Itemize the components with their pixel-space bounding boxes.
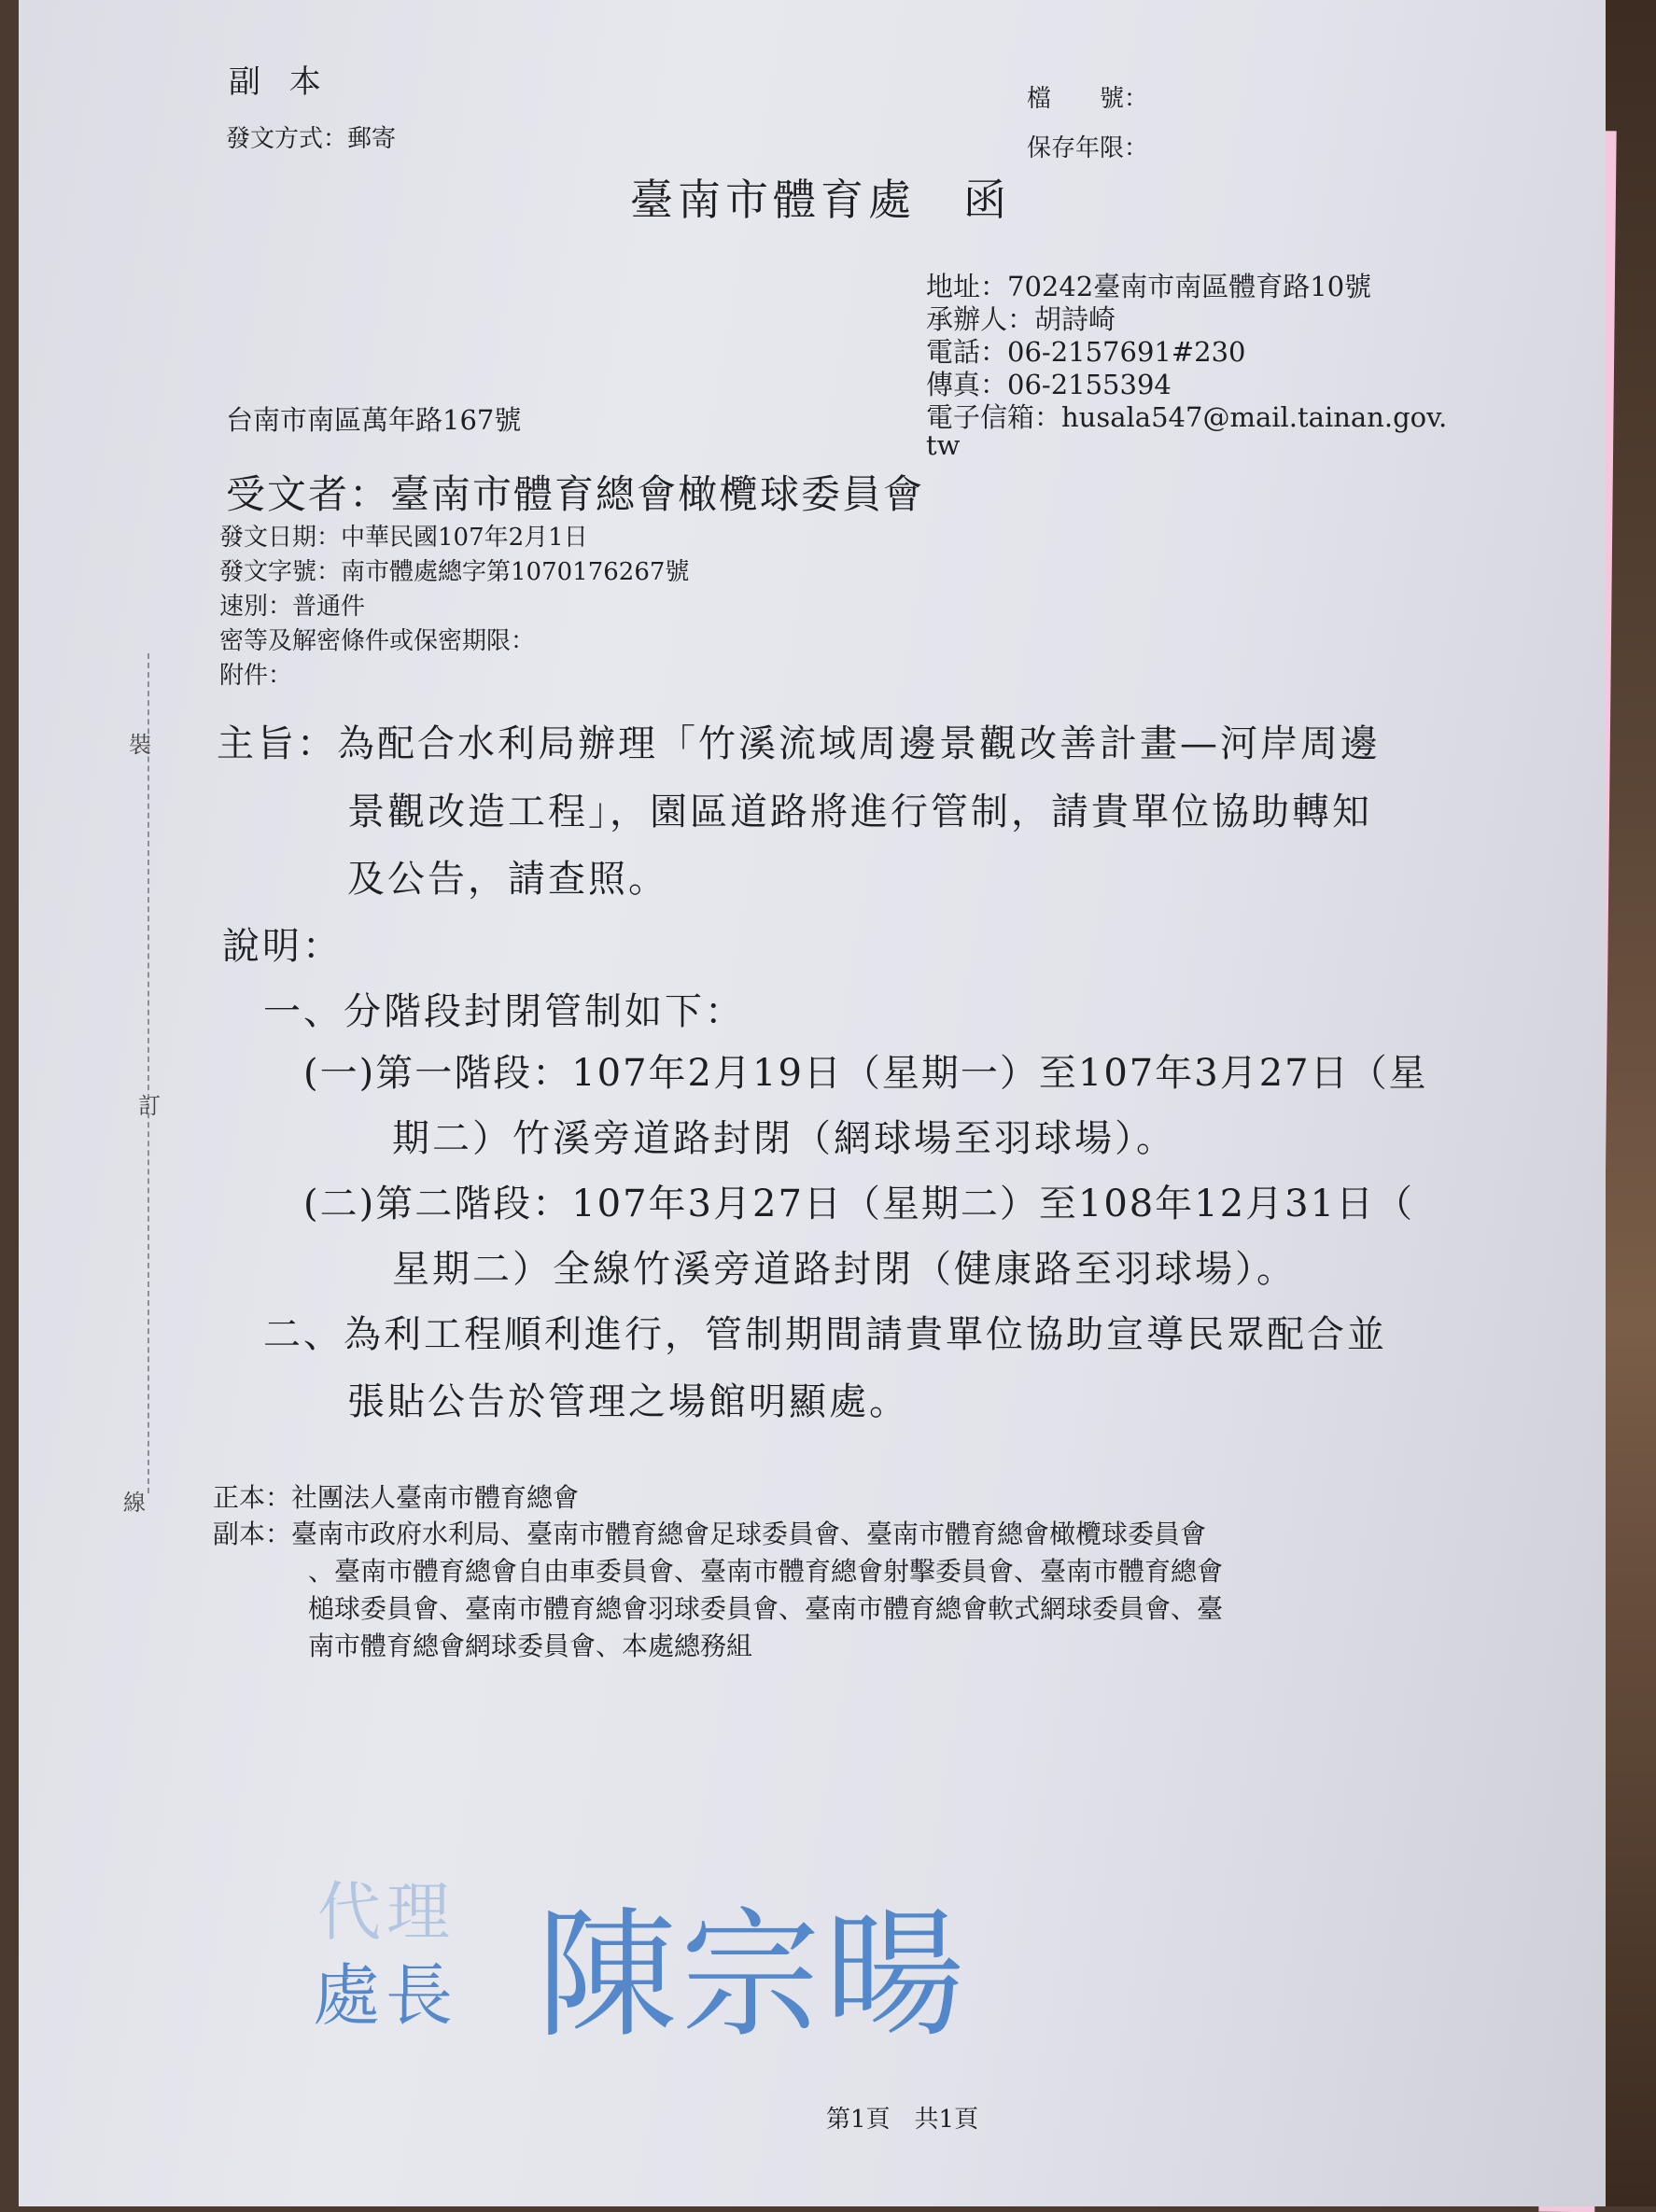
signature-name: 陳宗暘 — [537, 1895, 969, 2057]
sender-contact: 承辦人：胡詩崎 — [926, 303, 1116, 335]
explanation-subitem: (一)第一階段：107年2月19日（星期一）至107年3月27日（星 — [303, 1052, 1428, 1095]
subject-line: 景觀改造工程」，園區道路將進行管制，請貴單位協助轉知 — [347, 791, 1372, 833]
copy-recipients: 槌球委員會、臺南市體育總會羽球委員會、臺南市體育總會軟式網球委員會、臺 — [308, 1593, 1224, 1624]
signature-acting: 代理 — [317, 1876, 456, 1950]
issue-date: 發文日期：中華民國107年2月1日 — [219, 524, 588, 552]
document-number: 發文字號：南市體處總字第1070176267號 — [219, 558, 690, 586]
explanation-subitem: 星期二）全線竹溪旁道路封閉（健康路至羽球場）。 — [392, 1248, 1297, 1291]
document-title: 臺南市體育處 函 — [630, 175, 1011, 225]
document-page — [19, 0, 1606, 2206]
delivery-speed: 速別：普通件 — [219, 593, 366, 621]
sender-fax: 傳真：06-2155394 — [926, 369, 1172, 400]
explanation-item: 一、分階段封閉管制如下： — [263, 990, 745, 1033]
binding-line — [147, 653, 149, 1493]
copy-recipients: 副本：臺南市政府水利局、臺南市體育總會足球委員會、臺南市體育總會橄欖球委員會 — [213, 1519, 1207, 1549]
signature-title: 處長 — [313, 1956, 459, 2035]
original-recipient: 正本：社團法人臺南市體育總會 — [213, 1482, 580, 1513]
explanation-heading: 說明： — [222, 925, 343, 968]
subject-line: 及公告，請查照。 — [347, 858, 668, 901]
binding-mark: 線 — [123, 1490, 146, 1516]
copy-mark: 副 本 — [229, 63, 330, 101]
binding-mark: 訂 — [138, 1093, 161, 1119]
attachment-label: 附件： — [219, 662, 293, 690]
file-number-label: 檔 號： — [1027, 85, 1149, 113]
explanation-item: 張貼公告於管理之場館明顯處。 — [347, 1380, 909, 1423]
explanation-subitem: 期二）竹溪旁道路封閉（網球場至羽球場）。 — [392, 1117, 1176, 1160]
subject-line: 主旨：為配合水利局辦理「竹溪流域周邊景觀改善計畫—河岸周邊 — [217, 722, 1381, 765]
explanation-item: 二、為利工程順利進行，管制期間請貴單位協助宣導民眾配合並 — [263, 1313, 1387, 1356]
sender-email-cont: tw — [926, 429, 961, 461]
sender-email: 電子信箱：husala547@mail.tainan.gov. — [926, 401, 1448, 433]
sender-phone: 電話：06-2157691#230 — [926, 336, 1246, 368]
page-number: 第1頁 共1頁 — [826, 2106, 979, 2134]
retention-label: 保存年限： — [1027, 134, 1149, 162]
recipient: 受文者：臺南市體育總會橄欖球委員會 — [226, 471, 925, 517]
secrecy-level: 密等及解密條件或保密期限： — [219, 627, 536, 655]
delivery-method: 發文方式：郵寄 — [226, 125, 397, 153]
recipient-address: 台南市南區萬年路167號 — [226, 404, 522, 436]
copy-recipients: 南市體育總會網球委員會、本處總務組 — [308, 1631, 753, 1661]
copy-recipients: 、臺南市體育總會自由車委員會、臺南市體育總會射擊委員會、臺南市體育總會 — [308, 1556, 1224, 1587]
explanation-subitem: (二)第二階段：107年3月27日（星期二）至108年12月31日（ — [303, 1183, 1415, 1225]
binding-mark: 裝 — [129, 732, 151, 758]
sender-address: 地址：70242臺南市南區體育路10號 — [926, 271, 1372, 302]
